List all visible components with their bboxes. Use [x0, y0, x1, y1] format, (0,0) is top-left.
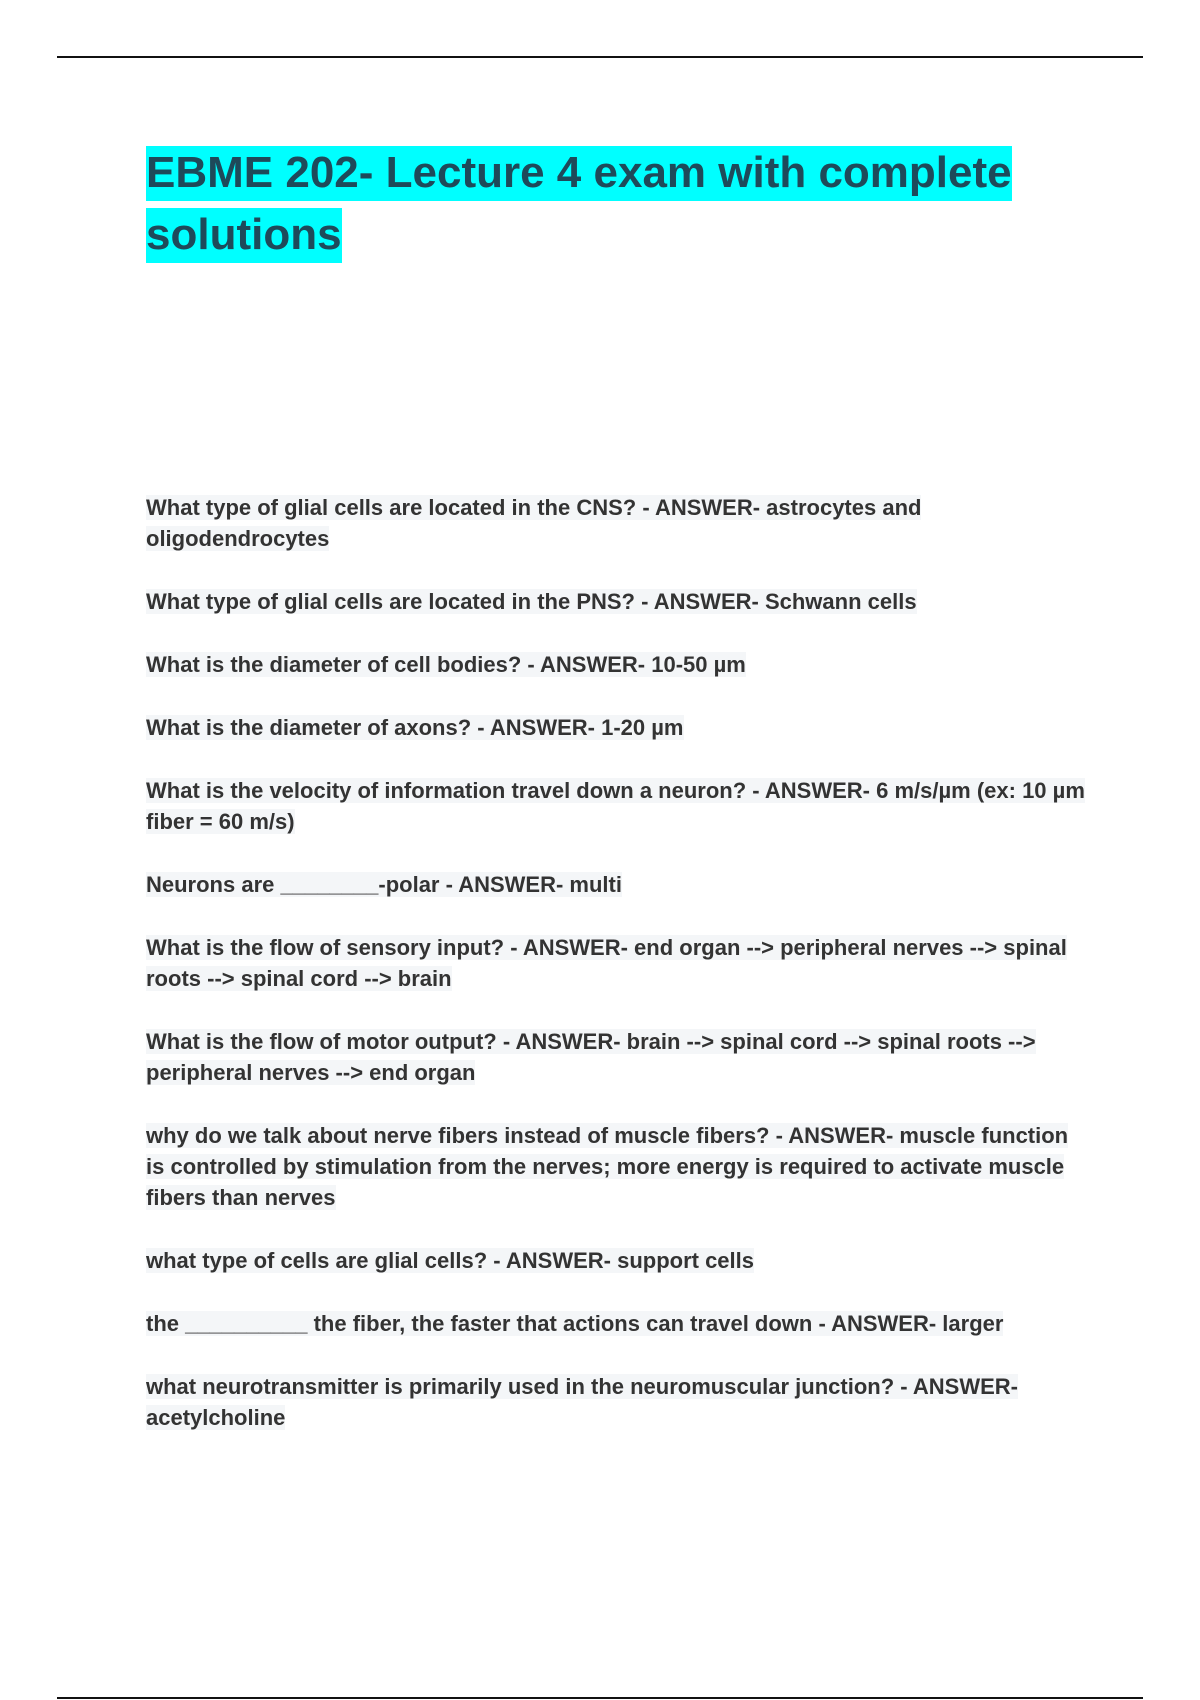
qa-item-9	[146, 1120, 1091, 1213]
qa-item-7	[146, 932, 1091, 994]
qa-text: What is the diameter of axons? - ANSWER- 1-20 µm	[146, 715, 684, 740]
qa-text: the __________ the fiber, the faster that actions can travel down - ANSWER- larger	[146, 1311, 1004, 1336]
qa-text: why do we talk about nerve fibers instead of muscle fibers? - ANSWER- muscle function is controlled by stimulation from the nerves; more energy is required to activate muscle fibers than nerves	[146, 1123, 1069, 1210]
qa-text: Neurons are ________-polar - ANSWER- multi	[146, 872, 622, 897]
qa-text: what neurotransmitter is primarily used in the neuromuscular junction? - ANSWER- acetylcholine	[146, 1374, 1018, 1430]
qa-item-10	[146, 1245, 1091, 1276]
qa-item-1	[146, 492, 1091, 554]
qa-item-12	[146, 1371, 1091, 1433]
qa-item-3	[146, 649, 1091, 680]
document-title	[146, 142, 1106, 266]
qa-text: What type of glial cells are located in the CNS? - ANSWER- astrocytes and oligodendrocytes	[146, 495, 922, 551]
document-title-text: EBME 202- Lecture 4 exam with complete solutions	[146, 146, 1012, 263]
bottom-rule	[57, 1697, 1143, 1699]
qa-item-5	[146, 775, 1091, 837]
qa-text: What is the flow of sensory input? - ANSWER- end organ --> peripheral nerves --> spinal roots --> spinal cord --> brain	[146, 935, 1067, 991]
qa-list	[146, 492, 1091, 1465]
qa-item-6	[146, 869, 1091, 900]
qa-text: what type of cells are glial cells? - ANSWER- support cells	[146, 1248, 754, 1273]
qa-text: What is the flow of motor output? - ANSWER- brain --> spinal cord --> spinal roots --> peripheral nerves --> end organ	[146, 1029, 1036, 1085]
top-rule	[57, 56, 1143, 58]
qa-item-4	[146, 712, 1091, 743]
qa-item-8	[146, 1026, 1091, 1088]
qa-text: What is the diameter of cell bodies? - ANSWER- 10-50 µm	[146, 652, 746, 677]
qa-text: What is the velocity of information travel down a neuron? - ANSWER- 6 m/s/µm (ex: 10 µm fiber = 60 m/s)	[146, 778, 1085, 834]
qa-text: What type of glial cells are located in the PNS? - ANSWER- Schwann cells	[146, 589, 917, 614]
qa-item-2	[146, 586, 1091, 617]
qa-item-11	[146, 1308, 1091, 1339]
